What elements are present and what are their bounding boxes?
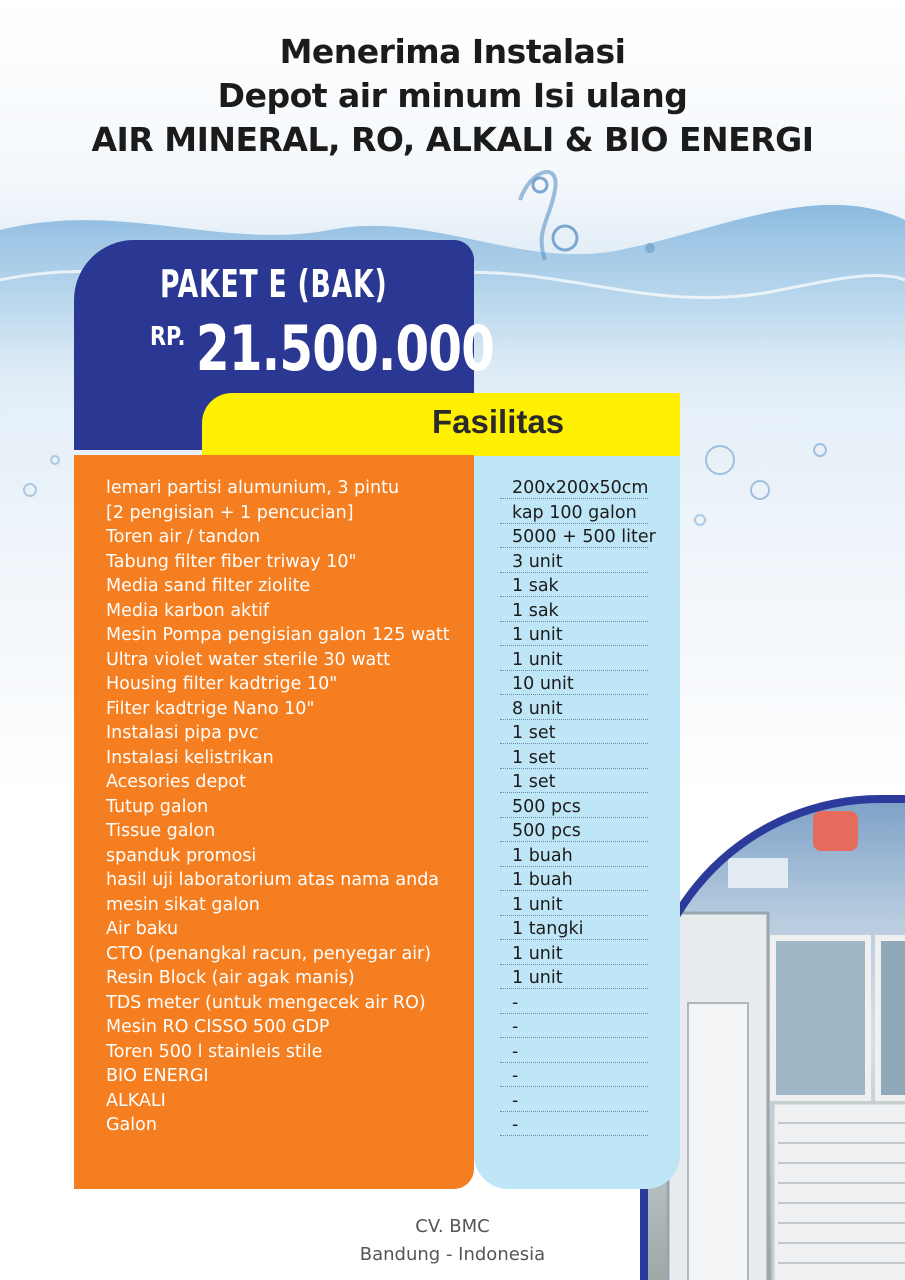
dotted-separator bbox=[500, 572, 648, 573]
facility-item-quantity: 1 unit bbox=[512, 943, 563, 964]
facilities-title: Fasilitas bbox=[432, 403, 565, 440]
dotted-separator bbox=[500, 645, 648, 646]
facility-row bbox=[0, 1113, 905, 1137]
facility-item-name: Toren air / tandon bbox=[106, 527, 261, 547]
facility-item-name: Tissue galon bbox=[106, 821, 216, 841]
facility-row bbox=[0, 1015, 905, 1039]
header-line-2: Depot air minum Isi ulang bbox=[217, 76, 688, 115]
facility-item-quantity: - bbox=[512, 1090, 519, 1111]
facility-item-name: BIO ENERGI bbox=[106, 1066, 209, 1086]
facility-item-quantity: kap 100 galon bbox=[512, 502, 637, 523]
facility-row bbox=[0, 942, 905, 966]
package-price: 21.500.000 bbox=[196, 312, 495, 385]
facility-row bbox=[0, 795, 905, 819]
dotted-separator bbox=[500, 768, 648, 769]
facility-item-name: spanduk promosi bbox=[106, 845, 257, 866]
facility-item-name: Mesin Pompa pengisian galon 125 watt bbox=[106, 625, 450, 645]
facility-row bbox=[0, 1040, 905, 1064]
dotted-separator bbox=[500, 1062, 648, 1063]
facility-item-name: mesin sikat galon bbox=[106, 894, 260, 915]
facility-item-quantity: 1 buah bbox=[512, 845, 573, 866]
facility-item-name: TDS meter (untuk mengecek air RO) bbox=[106, 992, 426, 1013]
dotted-separator bbox=[500, 621, 648, 622]
dotted-separator bbox=[500, 1111, 648, 1112]
facility-item-quantity: - bbox=[512, 992, 519, 1013]
company-name: CV. BMC bbox=[415, 1216, 490, 1237]
facility-item-name: lemari partisi alumunium, 3 pintu bbox=[106, 478, 400, 498]
facility-item-quantity: 200x200x50cm bbox=[512, 478, 649, 498]
dotted-separator bbox=[500, 1086, 648, 1087]
facility-row bbox=[0, 648, 905, 672]
dotted-separator bbox=[500, 498, 648, 499]
dotted-separator bbox=[500, 719, 648, 720]
facility-item-name: Media karbon aktif bbox=[106, 600, 270, 621]
facility-item-quantity: 10 unit bbox=[512, 674, 574, 694]
facility-item-quantity: - bbox=[512, 1066, 519, 1086]
facility-item-quantity: 500 pcs bbox=[512, 796, 581, 817]
facility-row bbox=[0, 1089, 905, 1113]
facility-row bbox=[0, 599, 905, 623]
facility-item-quantity: 1 sak bbox=[512, 576, 559, 596]
facility-item-name: [2 pengisian + 1 pencucian] bbox=[106, 502, 354, 523]
dotted-separator bbox=[500, 817, 648, 818]
facility-item-name: Instalasi pipa pvc bbox=[106, 723, 259, 743]
facility-item-quantity: - bbox=[512, 1115, 519, 1135]
facility-row bbox=[0, 721, 905, 745]
facility-row bbox=[0, 893, 905, 917]
dotted-separator bbox=[500, 743, 648, 744]
facility-item-quantity: 1 set bbox=[512, 747, 556, 768]
facility-item-quantity: 1 unit bbox=[512, 625, 563, 645]
facility-row bbox=[0, 623, 905, 647]
facility-row bbox=[0, 819, 905, 843]
facility-item-name: ALKALI bbox=[106, 1090, 166, 1111]
dotted-separator bbox=[500, 670, 648, 671]
package-name: PAKET E (BAK) bbox=[160, 262, 388, 306]
facility-item-name: Media sand filter ziolite bbox=[106, 576, 311, 596]
facility-row bbox=[0, 844, 905, 868]
facility-row bbox=[0, 550, 905, 574]
facility-item-quantity: - bbox=[512, 1017, 519, 1037]
facility-row bbox=[0, 991, 905, 1015]
dotted-separator bbox=[500, 694, 648, 695]
facility-row bbox=[0, 476, 905, 500]
facility-row bbox=[0, 697, 905, 721]
facility-row bbox=[0, 525, 905, 549]
facility-row bbox=[0, 770, 905, 794]
facility-item-name: Resin Block (air agak manis) bbox=[106, 968, 355, 988]
facility-row bbox=[0, 868, 905, 892]
facility-item-name: Mesin RO CISSO 500 GDP bbox=[106, 1017, 330, 1037]
dotted-separator bbox=[500, 866, 648, 867]
facility-item-quantity: 8 unit bbox=[512, 698, 563, 719]
dotted-separator bbox=[500, 792, 648, 793]
facility-item-name: Tutup galon bbox=[106, 796, 209, 817]
facility-item-quantity: 5000 + 500 liter bbox=[512, 527, 656, 547]
dotted-separator bbox=[500, 1013, 648, 1014]
dotted-separator bbox=[500, 1135, 648, 1136]
facility-item-name: Housing filter kadtrige 10" bbox=[106, 674, 338, 694]
facility-item-name: Air baku bbox=[106, 919, 179, 939]
facility-item-quantity: 1 buah bbox=[512, 870, 573, 890]
facility-item-quantity: 3 unit bbox=[512, 551, 563, 572]
facility-item-quantity: - bbox=[512, 1041, 519, 1062]
facility-row bbox=[0, 672, 905, 696]
facility-row bbox=[0, 917, 905, 941]
price-currency: RP. bbox=[150, 322, 186, 352]
dotted-separator bbox=[500, 1037, 648, 1038]
dotted-separator bbox=[500, 547, 648, 548]
facility-row bbox=[0, 966, 905, 990]
facility-item-name: Galon bbox=[106, 1115, 157, 1135]
facility-item-quantity: 1 sak bbox=[512, 600, 559, 621]
dotted-separator bbox=[500, 841, 648, 842]
dotted-separator bbox=[500, 596, 648, 597]
facility-item-name: CTO (penangkal racun, penyegar air) bbox=[106, 943, 432, 964]
facility-row bbox=[0, 1064, 905, 1088]
facility-row bbox=[0, 501, 905, 525]
facility-item-quantity: 1 set bbox=[512, 723, 556, 743]
facility-item-name: Tabung filter fiber triway 10" bbox=[106, 551, 357, 572]
dotted-separator bbox=[500, 915, 648, 916]
facility-row bbox=[0, 574, 905, 598]
facility-item-name: Toren 500 l stainleis stile bbox=[106, 1041, 323, 1062]
header-line-1: Menerima Instalasi bbox=[279, 32, 626, 71]
facility-item-name: Instalasi kelistrikan bbox=[106, 747, 274, 768]
header-line-3: AIR MINERAL, RO, ALKALI & BIO ENERGI bbox=[91, 120, 814, 159]
dotted-separator bbox=[500, 523, 648, 524]
facility-item-quantity: 1 set bbox=[512, 772, 556, 792]
facility-item-quantity: 500 pcs bbox=[512, 821, 581, 841]
dotted-separator bbox=[500, 988, 648, 989]
facility-item-name: hasil uji laboratorium atas nama anda bbox=[106, 870, 440, 890]
company-location: Bandung - Indonesia bbox=[359, 1244, 546, 1265]
facility-item-name: Filter kadtrige Nano 10" bbox=[106, 698, 315, 719]
facility-item-quantity: 1 unit bbox=[512, 649, 563, 670]
facility-item-quantity: 1 unit bbox=[512, 894, 563, 915]
facility-item-name: Acesories depot bbox=[106, 772, 246, 792]
facility-item-quantity: 1 unit bbox=[512, 968, 563, 988]
dotted-separator bbox=[500, 939, 648, 940]
dotted-separator bbox=[500, 964, 648, 965]
footer bbox=[0, 1213, 905, 1269]
facility-item-name: Ultra violet water sterile 30 watt bbox=[106, 649, 390, 670]
header-title bbox=[0, 30, 905, 162]
dotted-separator bbox=[500, 890, 648, 891]
facility-row bbox=[0, 746, 905, 770]
facility-item-quantity: 1 tangki bbox=[512, 919, 584, 939]
